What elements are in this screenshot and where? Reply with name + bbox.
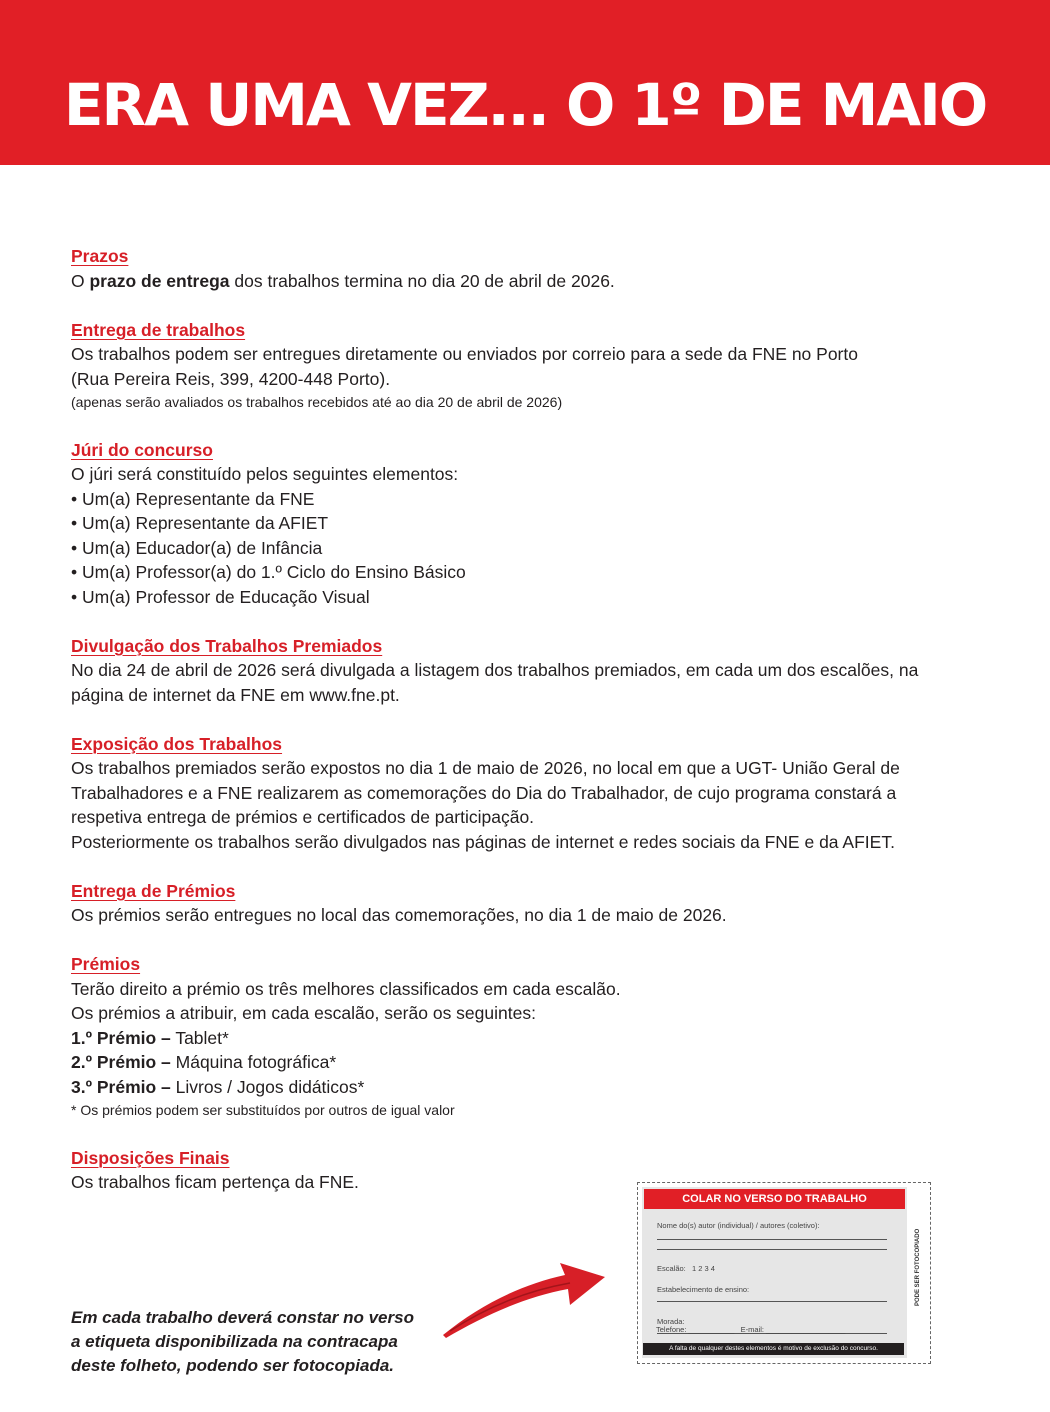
list-item: • Um(a) Representante da AFIET — [71, 513, 329, 533]
label-school-field: Estabelecimento de ensino: — [657, 1285, 750, 1294]
section-exposicao — [71, 732, 991, 855]
section-text: respetiva entrega de prémios e certificados de participação. — [71, 807, 535, 827]
section-text: Trabalhadores e a FNE realizarem as comemorações do Dia do Trabalhador, de cujo programa constará a — [71, 782, 897, 803]
footer-line: a etiqueta disponibilizada na contracapa — [71, 1332, 398, 1351]
footer-instruction — [71, 1306, 451, 1378]
section-title: Disposições Finais — [71, 1147, 230, 1168]
section-premios — [71, 952, 991, 1121]
label-name-field: Nome do(s) autor (individual) / autores (coletivo): — [657, 1221, 820, 1230]
label-footer-wrap — [641, 1298, 906, 1358]
page-title: ERA UMA VEZ... O 1º DE MAIO — [63, 71, 987, 139]
section-title: Prémios — [71, 954, 141, 974]
footer-line: deste folheto, podendo ser fotocopiada. — [71, 1356, 395, 1375]
section-text: Terão direito a prémio os três melhores classificados em cada escalão. — [71, 978, 621, 999]
label-address-field: Morada: — [657, 1317, 685, 1326]
label-title: COLAR NO VERSO DO TRABALHO — [644, 1189, 905, 1209]
section-title: Divulgação dos Trabalhos Premiados — [71, 635, 383, 656]
divider — [657, 1239, 887, 1240]
prize-item: 2.º Prémio – Máquina fotográfica* — [71, 1052, 337, 1072]
list-item: • Um(a) Professor(a) do 1.º Ciclo do Ensino Básico — [71, 562, 466, 582]
section-text: No dia 24 de abril de 2026 será divulgada a listagem dos trabalhos premiados, em cada um dos escalões, na — [71, 660, 919, 680]
section-entrega — [71, 318, 991, 414]
arrow-icon — [440, 1245, 610, 1340]
section-note: * Os prémios podem ser substituídos por outros de igual valor — [71, 1102, 455, 1118]
label-escalao-field: Escalão: 1 2 3 4 — [657, 1264, 715, 1273]
section-text: página de internet da FNE em www.fne.pt. — [71, 684, 400, 705]
section-title: Entrega de trabalhos — [71, 319, 246, 340]
label-footer: A falta de qualquer destes elementos é motivo de exclusão do concurso. — [643, 1343, 904, 1355]
rules-content — [71, 244, 991, 1219]
section-note: (apenas serão avaliados os trabalhos recebidos até ao dia 20 de abril de 2026) — [71, 394, 563, 410]
divider — [657, 1249, 887, 1250]
label-side-text: PODE SER FOTOCOPIADO — [915, 1228, 921, 1306]
section-title: Júri do concurso — [71, 439, 213, 460]
section-text: O prazo de entrega dos trabalhos termina no dia 20 de abril de 2026. — [71, 270, 615, 291]
section-text: Os trabalhos podem ser entregues diretamente ou enviados por correio para a sede da FNE no Porto — [71, 344, 858, 364]
section-text: Os prémios a atribuir, em cada escalão, serão os seguintes: — [71, 1003, 536, 1023]
section-text: O júri será constituído pelos seguintes elementos: — [71, 464, 459, 484]
list-item: • Um(a) Educador(a) de Infância — [71, 537, 323, 558]
prize-item: 3.º Prémio – Livros / Jogos didáticos* — [71, 1076, 365, 1097]
section-title: Exposição dos Trabalhos — [71, 733, 283, 754]
list-item: • Um(a) Professor de Educação Visual — [71, 586, 370, 607]
section-title: Prazos — [71, 246, 129, 266]
section-text: Os prémios serão entregues no local das comemorações, no dia 1 de maio de 2026. — [71, 905, 727, 925]
section-divulgacao — [71, 634, 991, 708]
footer-line: Em cada trabalho deverá constar no verso — [71, 1308, 414, 1327]
section-juri — [71, 438, 991, 610]
section-entrega-premios — [71, 879, 991, 928]
section-prazos — [71, 244, 991, 293]
prize-item: 1.º Prémio – Tablet* — [71, 1027, 229, 1048]
section-text: Posteriormente os trabalhos serão divulgados nas páginas de internet e redes sociais da FNE e da AFIET. — [71, 831, 895, 852]
section-text: (Rua Pereira Reis, 399, 4200-448 Porto). — [71, 368, 391, 389]
section-text: Os trabalhos premiados serão expostos no dia 1 de maio de 2026, no local em que a UGT- União Geral de — [71, 758, 900, 778]
section-text: Os trabalhos ficam pertença da FNE. — [71, 1172, 359, 1192]
section-title: Entrega de Prémios — [71, 880, 236, 901]
header-banner — [0, 0, 1050, 165]
label-phone-field-row: Telefone: ___________ E-mail: ___________________ — [656, 1325, 846, 1334]
list-item: • Um(a) Representante da FNE — [71, 488, 315, 509]
